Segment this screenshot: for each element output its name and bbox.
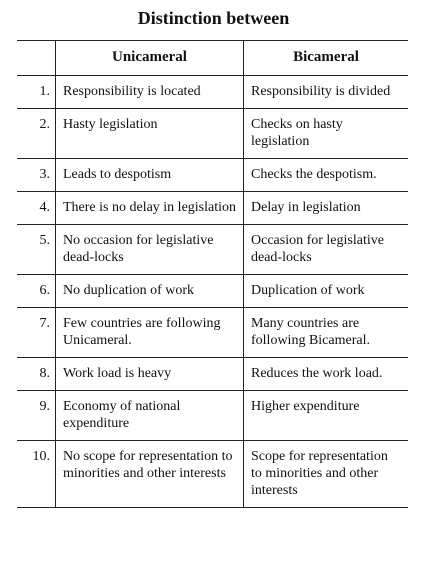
table-row: [17, 225, 408, 275]
row-number: 2.: [17, 109, 56, 159]
unicameral-cell: Responsibility is located: [56, 76, 244, 109]
row-number: 10.: [17, 441, 56, 508]
unicameral-cell: Leads to despotism: [56, 159, 244, 192]
unicameral-cell: Economy of national expenditure: [56, 391, 244, 441]
header-number: [17, 41, 56, 76]
table-row: [17, 109, 408, 159]
table-row: [17, 358, 408, 391]
bicameral-cell: Checks the despotism.: [244, 159, 409, 192]
row-number: 9.: [17, 391, 56, 441]
row-number: 4.: [17, 192, 56, 225]
unicameral-cell: Hasty legislation: [56, 109, 244, 159]
unicameral-cell: No occasion for legislative dead-locks: [56, 225, 244, 275]
table-row: [17, 391, 408, 441]
bicameral-cell: Scope for representation to minorities and other interests: [244, 441, 409, 508]
table-row: [17, 441, 408, 508]
row-number: 8.: [17, 358, 56, 391]
page-title: Distinction between: [137, 8, 290, 28]
bicameral-cell: Duplication of work: [244, 275, 409, 308]
unicameral-cell: No scope for representation to minorities and other interests: [56, 441, 244, 508]
row-number: 7.: [17, 308, 56, 358]
table-row: [17, 192, 408, 225]
bicameral-cell: Checks on hasty legislation: [244, 109, 409, 159]
unicameral-cell: No duplication of work: [56, 275, 244, 308]
row-number: 6.: [17, 275, 56, 308]
row-number: 3.: [17, 159, 56, 192]
header-bicameral: Bicameral: [244, 41, 409, 76]
table-row: [17, 275, 408, 308]
unicameral-cell: Few countries are following Unicameral.: [56, 308, 244, 358]
table-row: [17, 159, 408, 192]
comparison-table: [17, 40, 408, 508]
unicameral-cell: There is no delay in legislation: [56, 192, 244, 225]
bicameral-cell: Responsibility is divided: [244, 76, 409, 109]
table-row: [17, 308, 408, 358]
row-number: 5.: [17, 225, 56, 275]
bicameral-cell: Higher expenditure: [244, 391, 409, 441]
bicameral-cell: Occasion for legislative dead-locks: [244, 225, 409, 275]
bicameral-cell: Reduces the work load.: [244, 358, 409, 391]
bicameral-cell: Delay in legislation: [244, 192, 409, 225]
bicameral-cell: Many countries are following Bicameral.: [244, 308, 409, 358]
row-number: 1.: [17, 76, 56, 109]
table-header-row: [17, 41, 408, 76]
header-unicameral: Unicameral: [56, 41, 244, 76]
table-row: [17, 76, 408, 109]
unicameral-cell: Work load is heavy: [56, 358, 244, 391]
